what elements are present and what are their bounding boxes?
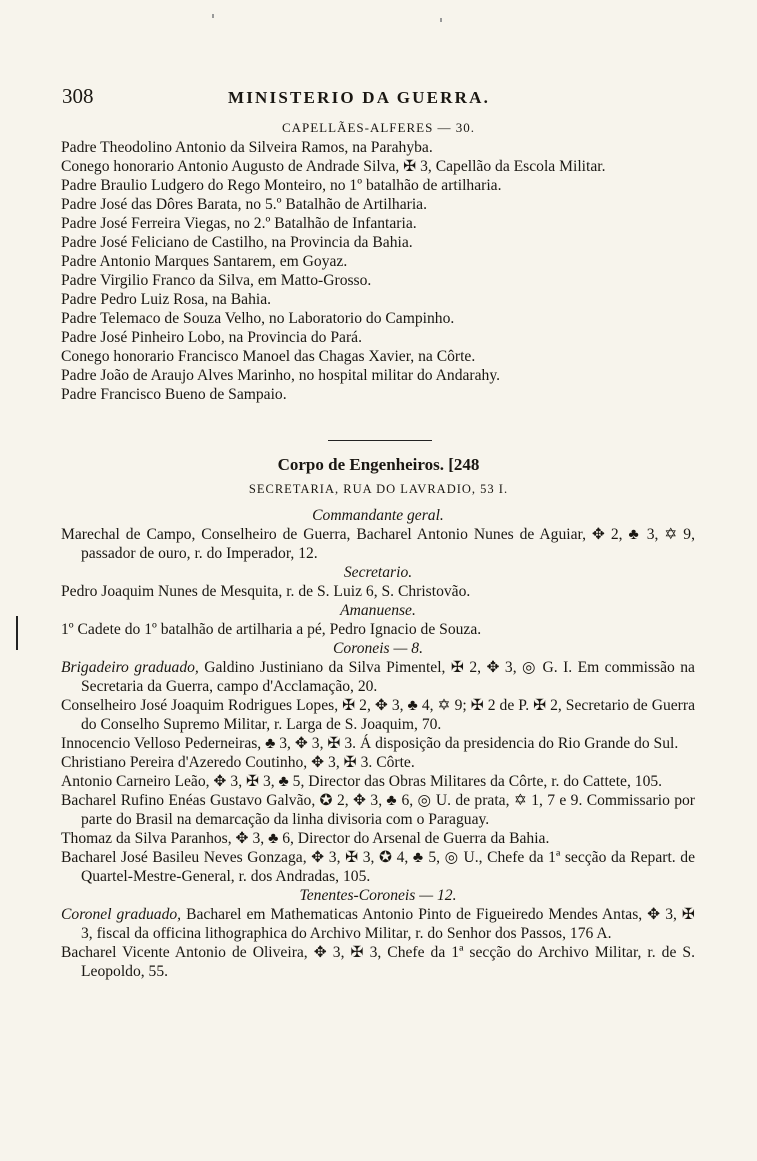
list-item: Padre José das Dôres Barata, no 5.º Batalhão de Artilharia. <box>61 196 427 213</box>
list-item: Padre João de Araujo Alves Marinho, no hospital militar do Andarahy. <box>61 367 500 384</box>
list-item: 1º Cadete do 1º batalhão de artilharia a pé, Pedro Ignacio de Souza. <box>61 621 482 638</box>
list-item: Innocencio Velloso Pederneiras, ♣ 3, ✥ 3, ✠ 3. Á disposição da presidencia do Rio Grande do Sul. <box>61 735 679 752</box>
engenheiros-list <box>61 506 695 981</box>
list-item: Conego honorario Francisco Manoel das Chagas Xavier, na Côrte. <box>61 348 476 365</box>
list-item: Padre Braulio Ludgero do Rego Monteiro, no 1º batalhão de artilharia. <box>61 177 502 194</box>
section-heading-engenheiros: Corpo de Engenheiros. [248 <box>277 455 480 474</box>
list-item: Padre Theodolino Antonio da Silveira Ramos, na Parahyba. <box>61 139 433 156</box>
list-item: Pedro Joaquim Nunes de Mesquita, r. de S. Luiz 6, S. Christovão. <box>61 583 471 600</box>
subheading: Secretario. <box>343 564 413 581</box>
section-address: SECRETARIA, RUA DO LAVRADIO, 53 I. <box>248 482 509 496</box>
list-item: Christiano Pereira d'Azeredo Coutinho, ✥ 3, ✠ 3. Côrte. <box>61 754 415 771</box>
list-item: Padre Pedro Luiz Rosa, na Bahia. <box>61 291 272 308</box>
list-item <box>61 905 695 943</box>
capellaes-list <box>61 138 695 404</box>
margin-mark <box>16 616 18 650</box>
list-item: Padre Telemaco de Souza Velho, no Laboratorio do Campinho. <box>61 310 455 327</box>
subheading: Commandante geral. <box>312 507 444 524</box>
running-head: MINISTERIO DA GUERRA. <box>228 88 491 107</box>
list-item: Marechal de Campo, Conselheiro de Guerra, Bacharel Antonio Nunes de Aguiar, ✥ 2, ♣ 3, ✡ 9, passador de ouro, r. do Imperador, 12. <box>61 526 695 562</box>
rank-label: Brigadeiro graduado, <box>61 659 199 676</box>
list-item: Padre José Pinheiro Lobo, na Provincia do Pará. <box>61 329 362 346</box>
list-item: Padre Francisco Bueno de Sampaio. <box>61 386 287 403</box>
subheading: Tenentes-Coroneis — 12. <box>299 887 457 904</box>
list-item: Bacharel Vicente Antonio de Oliveira, ✥ 3, ✠ 3, Chefe da 1ª secção do Archivo Militar, r. de S. Leopoldo, 55. <box>61 944 695 980</box>
list-item: Antonio Carneiro Leão, ✥ 3, ✠ 3, ♣ 5, Director das Obras Militares da Côrte, r. do Cattete, 105. <box>61 773 663 790</box>
list-item: Conselheiro José Joaquim Rodrigues Lopes, ✠ 2, ✥ 3, ♣ 4, ✡ 9; ✠ 2 de P. ✠ 2, Secretario de Guerra do Conselho Supremo Militar, r. Larga de S. Joaquim, 70. <box>61 697 695 733</box>
list-item <box>61 658 695 696</box>
list-item: Padre José Ferreira Viegas, no 2.º Batalhão de Infantaria. <box>61 215 417 232</box>
subheading: Amanuense. <box>340 602 416 619</box>
entry-text: Bacharel em Mathematicas Antonio Pinto de Figueiredo Mendes Antas, ✥ 3, ✠ 3, fiscal da officina lithographica do Archivo Militar, r. do Senhor dos Passos, 176 A. <box>81 906 695 942</box>
list-item: Padre Virgilio Franco da Silva, em Matto-Grosso. <box>61 272 372 289</box>
list-item: Bacharel Rufino Enéas Gustavo Galvão, ✪ 2, ✥ 3, ♣ 6, ◎ U. de prata, ✡ 1, 7 e 9. Commissario por parte do Brasil na demarcação da linha divisoria com o Paraguay. <box>61 792 695 828</box>
ink-speck <box>212 14 214 18</box>
list-item: Padre José Feliciano de Castilho, na Provincia da Bahia. <box>61 234 413 251</box>
list-item: Padre Antonio Marques Santarem, em Goyaz. <box>61 253 348 270</box>
section-divider <box>328 440 432 441</box>
list-item: Bacharel José Basileu Neves Gonzaga, ✥ 3, ✠ 3, ✪ 4, ♣ 5, ◎ U., Chefe da 1ª secção da Repart. de Quartel-Mestre-General, r. dos Andradas, 105. <box>61 849 695 885</box>
rank-label: Coronel graduado, <box>61 906 182 923</box>
page-number: 308 <box>62 84 94 108</box>
list-item: Conego honorario Antonio Augusto de Andrade Silva, ✠ 3, Capellão da Escola Militar. <box>61 158 606 175</box>
subheading: Coroneis — 8. <box>333 640 423 657</box>
section-heading-capellaes: CAPELLÃES-ALFERES — 30. <box>281 120 476 135</box>
ink-speck <box>440 18 442 22</box>
list-item: Thomaz da Silva Paranhos, ✥ 3, ♣ 6, Director do Arsenal de Guerra da Bahia. <box>61 830 550 847</box>
entry-text: Galdino Justiniano da Silva Pimentel, ✠ 2, ✥ 3, ◎ G. I. Em commissão na Secretaria da Guerra, campo d'Acclamação, 20. <box>81 659 695 695</box>
